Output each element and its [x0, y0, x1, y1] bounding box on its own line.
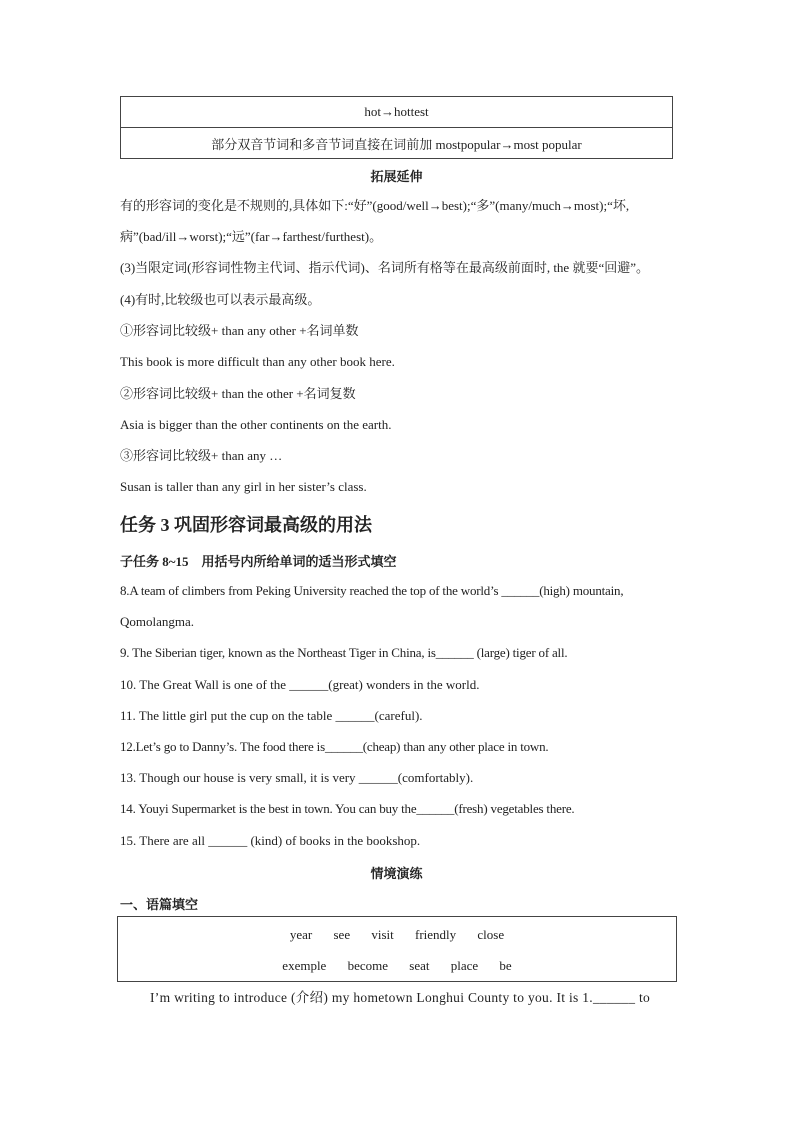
example-line: This book is more difficult than any other book here. [120, 354, 395, 369]
question-line: 15. There are all ______ (kind) of books in the bookshop. [120, 833, 421, 848]
question-line: Qomolangma. [120, 614, 195, 629]
question-line: 10. The Great Wall is one of the ______(great) wonders in the world. [120, 677, 480, 692]
question-line: 12.Let’s go to Danny’s. The food there is______(cheap) than any other place in town. [120, 739, 549, 754]
word-item: become [347, 958, 389, 973]
rule-line: ③形容词比较级+ than any … [120, 448, 283, 463]
subtask-title: 子任务 8~15 用括号内所给单词的适当形式填空 [120, 554, 397, 569]
word-item: visit [371, 927, 394, 942]
table-cell: 部分双音节词和多音节词直接在词前加 mostpopular→most popular [121, 128, 673, 159]
word-bank-row [118, 958, 676, 974]
word-item: close [477, 927, 505, 942]
example-line: Asia is bigger than the other continents on the earth. [120, 417, 392, 432]
extension-line: (3)当限定词(形容词性物主代词、指示代词)、名词所有格等在最高级前面时, the 就要“回避”。 [120, 260, 649, 275]
passage-line: I’m writing to introduce (介绍) my hometown Longhui County to you. It is 1.______ to [150, 990, 651, 1005]
rule-line: ②形容词比较级+ than the other +名词复数 [120, 386, 356, 401]
practice-heading: 情境演练 [370, 866, 423, 881]
rules-table [120, 96, 673, 159]
word-item: seat [409, 958, 430, 973]
task-title: 任务 3 巩固形容词最高级的用法 [120, 515, 372, 535]
extension-line: 有的形容词的变化是不规则的,具体如下:“好”(good/well→best);“多”(many/much→most);“坏, [120, 198, 630, 213]
word-item: year [289, 927, 313, 942]
extension-line: 病”(bad/ill→worst);“远”(far→farthest/furthest)。 [120, 229, 383, 244]
word-item: see [333, 927, 351, 942]
table-row [121, 97, 673, 128]
question-line: 14. Youyi Supermarket is the best in town. You can buy the______(fresh) vegetables there. [120, 801, 575, 816]
question-line: 9. The Siberian tiger, known as the Northeast Tiger in China, is______ (large) tiger of all. [120, 645, 568, 660]
rule-line: ①形容词比较级+ than any other +名词单数 [120, 323, 359, 338]
section-title: 一、语篇填空 [120, 897, 199, 912]
word-item: place [450, 958, 479, 973]
word-bank [117, 916, 677, 982]
extension-line: (4)有时,比较级也可以表示最高级。 [120, 292, 321, 307]
question-line: 13. Though our house is very small, it is very ______(comfortably). [120, 770, 474, 785]
word-bank-row [118, 927, 676, 943]
example-line: Susan is taller than any girl in her sister’s class. [120, 479, 367, 494]
question-line: 11. The little girl put the cup on the table ______(careful). [120, 708, 423, 723]
word-item: exemple [282, 958, 327, 973]
word-item: be [499, 958, 512, 973]
word-item: friendly [415, 927, 457, 942]
question-line: 8.A team of climbers from Peking University reached the top of the world’s ______(high) mountain, [120, 583, 624, 598]
table-row [121, 128, 673, 159]
table-cell: hot→hottest [121, 97, 673, 128]
extension-heading: 拓展延伸 [370, 169, 423, 184]
